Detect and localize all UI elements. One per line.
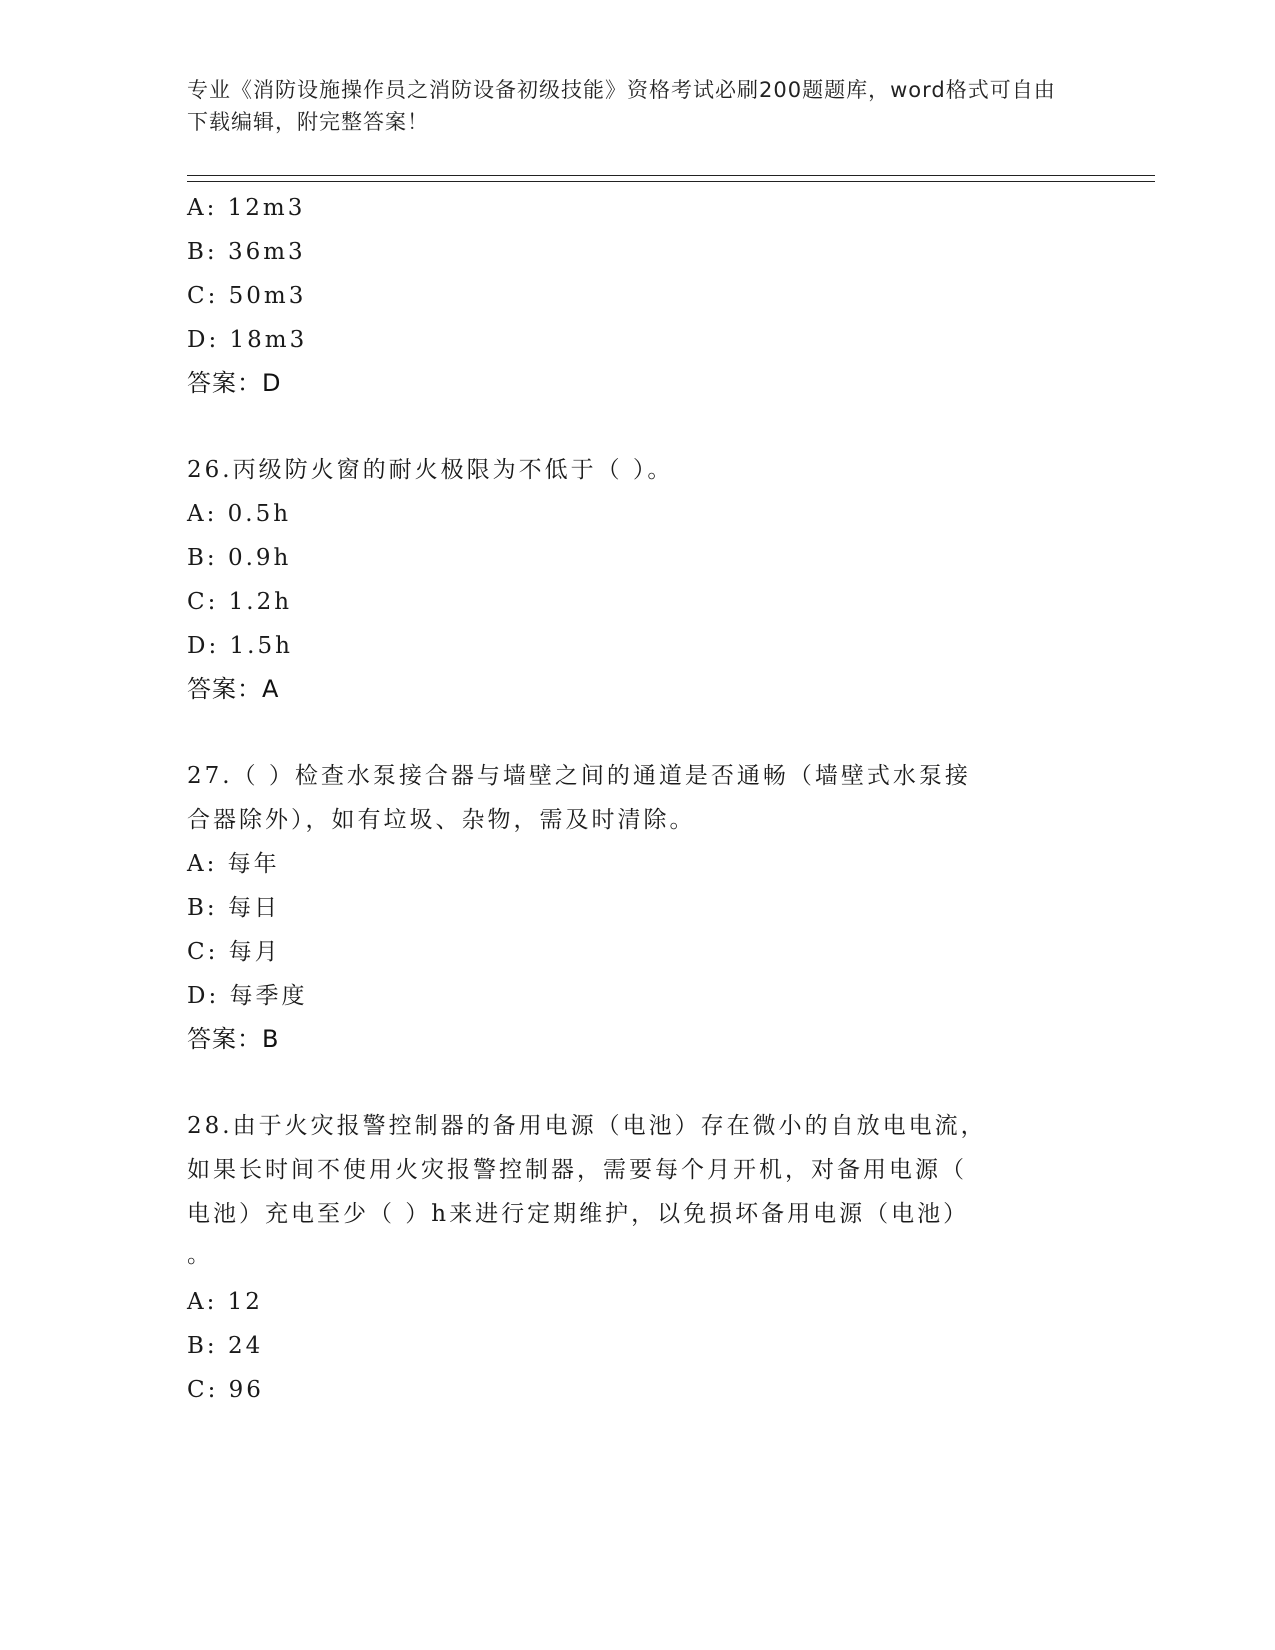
q27-stem-line-1: 27.（ ）检查水泵接合器与墙壁之间的通道是否通畅（墙壁式水泵接 [187, 763, 971, 789]
q27-option-b: B: 每日 [187, 895, 280, 921]
q26-option-a: A: 0.5h [187, 501, 292, 527]
q27-option-c: C: 每月 [187, 939, 281, 965]
q27-stem-line-2: 合器除外），如有垃圾、杂物，需及时清除。 [187, 807, 696, 833]
q28-option-c: C: 96 [187, 1377, 264, 1403]
q27-option-a: A: 每年 [187, 851, 280, 877]
q26-stem: 26.丙级防火窗的耐火极限为不低于（ ）。 [187, 457, 674, 483]
q26-option-d: D: 1.5h [187, 633, 293, 659]
q26-option-c: C: 1.2h [187, 589, 293, 615]
prev-answer: 答案：D [187, 369, 282, 397]
q28-stem-line-2: 如果长时间不使用火灾报警控制器，需要每个月开机，对备用电源（ [187, 1157, 967, 1183]
q28-option-b: B: 24 [187, 1333, 264, 1359]
prev-option-d: D: 18m3 [187, 327, 308, 353]
q26-option-b: B: 0.9h [187, 545, 292, 571]
q27-answer: 答案：B [187, 1025, 280, 1053]
prev-option-a: A: 12m3 [187, 195, 306, 221]
header-rule-bottom [187, 181, 1155, 182]
document-header: 专业《消防设施操作员之消防设备初级技能》资格考试必刷200题题库，word格式可自由下载编辑，附完整答案！ [187, 78, 1056, 134]
q28-stem-line-4: 。 [187, 1242, 213, 1268]
q28-stem-line-3: 电池）充电至少（ ）h来进行定期维护，以免损坏备用电源（电池） [187, 1201, 970, 1227]
q27-option-d: D: 每季度 [187, 983, 308, 1009]
header-rule-top [187, 175, 1155, 176]
q26-answer: 答案：A [187, 675, 280, 703]
prev-option-c: C: 50m3 [187, 283, 307, 309]
q28-stem-line-1: 28.由于火灾报警控制器的备用电源（电池）存在微小的自放电电流， [187, 1113, 987, 1139]
prev-option-b: B: 36m3 [187, 239, 306, 265]
q28-option-a: A: 12 [187, 1289, 263, 1315]
